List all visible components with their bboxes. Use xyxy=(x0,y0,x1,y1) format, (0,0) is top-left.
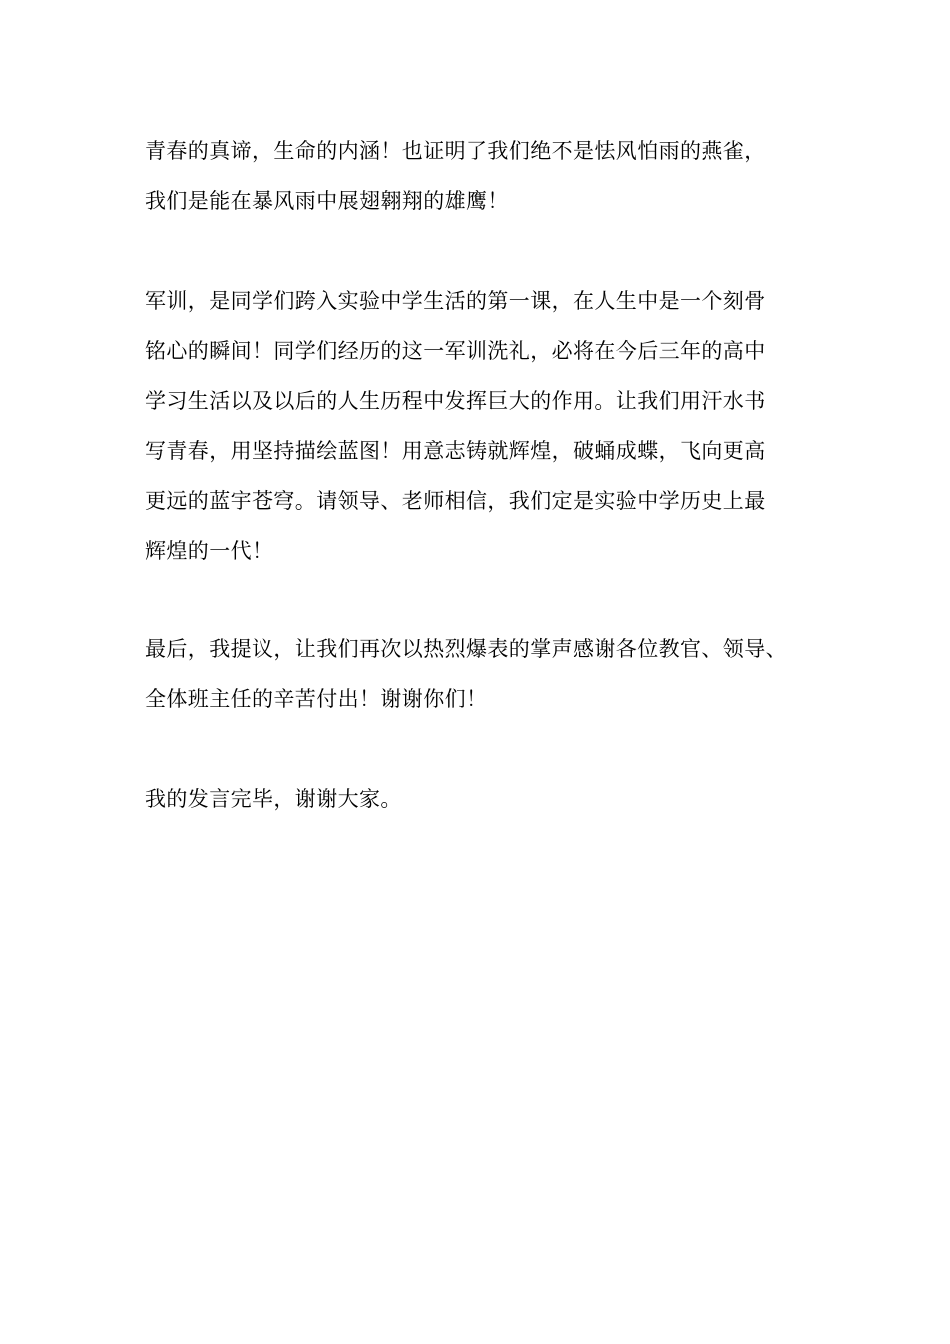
paragraph-3-line-2: 全体班主任的辛苦付出！谢谢你们！ xyxy=(145,687,488,711)
paragraph-2-line-6: 辉煌的一代！ xyxy=(145,539,274,563)
paragraph-3-line-1: 最后，我提议，让我们再次以热烈爆表的掌声感谢各位教官、领导、 xyxy=(145,637,787,661)
paragraph-2-line-4: 写青春，用坚持描绘蓝图！用意志铸就辉煌，破蛹成蝶，飞向更高 xyxy=(145,439,766,463)
paragraph-1-line-2: 我们是能在暴风雨中展翅翱翔的雄鹰！ xyxy=(145,189,509,213)
paragraph-2-line-3: 学习生活以及以后的人生历程中发挥巨大的作用。让我们用汗水书 xyxy=(145,389,766,413)
paragraph-2-line-2: 铭心的瞬间！同学们经历的这一军训洗礼，必将在今后三年的高中 xyxy=(145,339,766,363)
paragraph-4-line-1: 我的发言完毕，谢谢大家。 xyxy=(145,787,402,811)
paragraph-1-line-1: 青春的真谛，生命的内涵！也证明了我们绝不是怯风怕雨的燕雀， xyxy=(145,139,766,163)
paragraph-2-line-1: 军训，是同学们跨入实验中学生活的第一课，在人生中是一个刻骨 xyxy=(145,289,766,313)
paragraph-2-line-5: 更远的蓝宇苍穹。请领导、老师相信，我们定是实验中学历史上最 xyxy=(145,489,766,513)
